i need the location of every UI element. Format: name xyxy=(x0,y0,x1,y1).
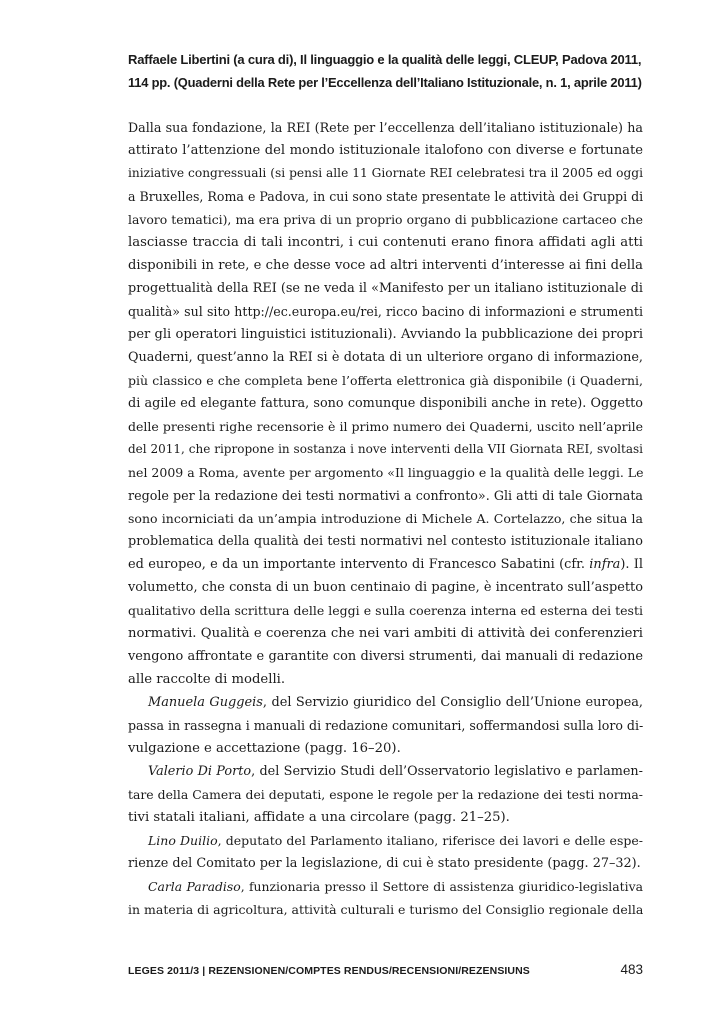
text-line xyxy=(128,530,643,553)
line-text: volumetto, che consta di un buon centinaio di pagine, è incentrato sull’aspetto xyxy=(128,580,643,595)
line-text: progettualità della REI (se ne veda il «Manifesto per un italiano istituzionale di xyxy=(128,281,643,296)
heading-line: Raffaele Libertini (a cura di), Il linguaggio e la qualità delle leggi, CLEUP, Padova 2011, xyxy=(128,52,642,67)
line-text: normativi. Qualità e coerenza che nei vari ambiti di attività dei conferenzieri xyxy=(128,626,643,641)
text-line xyxy=(128,691,643,714)
text-line xyxy=(128,852,643,875)
text-line xyxy=(128,599,643,622)
line-text: tare della Camera dei deputati, espone le regole per la redazione dei testi norma- xyxy=(128,787,643,802)
line-text: Dalla sua fondazione, la REI (Rete per l’eccellenza dell’italiano istituzionale) ha xyxy=(128,120,643,135)
text-line xyxy=(128,484,643,507)
text-line xyxy=(128,392,643,415)
italic-text: Lino Duilio xyxy=(148,833,218,848)
line-text: passa in rassegna i manuali di redazione comunitari, soffermandosi sulla loro di- xyxy=(128,718,643,733)
line-text: ed europeo, e da un importante intervento di Francesco Sabatini (cfr. xyxy=(128,557,590,572)
line-text: lavoro tematici), ma era priva di un proprio organo di pubblicazione cartaceo che xyxy=(128,212,643,227)
text-line xyxy=(128,254,643,277)
line-text: ). Il xyxy=(620,557,643,572)
page-number: 483 xyxy=(620,962,643,977)
italic-text: Valerio Di Porto xyxy=(148,764,252,779)
line-text: di agile ed elegante fattura, sono comunque disponibili anche in rete). Oggetto xyxy=(128,396,643,411)
italic-text: Manuela Guggeis xyxy=(148,695,263,710)
text-line xyxy=(128,829,643,852)
line-text: vulgazione e accettazione (pagg. 16–20). xyxy=(128,741,401,756)
text-line xyxy=(128,668,643,691)
line-text: , funzionaria presso il Settore di assistenza giuridico-legislativa xyxy=(240,879,643,894)
heading-line: 114 pp. (Quaderni della Rete per l’Eccellenza dell’Italiano Istituzionale, n. 1, aprile 2011) xyxy=(128,75,642,90)
line-text: attirato l’attenzione del mondo istituzionale italofono con diverse e fortunate xyxy=(128,143,643,158)
line-text: lasciasse traccia di tali incontri, i cui contenuti erano finora affidati agli atti xyxy=(128,235,643,250)
line-text: a Bruxelles, Roma e Padova, in cui sono state presentate le attività dei Gruppi di xyxy=(128,189,643,204)
line-text: alle raccolte di modelli. xyxy=(128,672,286,687)
text-line xyxy=(128,576,643,599)
line-text: per gli operatori linguistici istituzionali). Avviando la pubblicazione dei propri xyxy=(128,327,643,342)
text-line xyxy=(128,162,643,185)
review-body-text xyxy=(128,116,643,921)
text-line xyxy=(128,806,643,829)
line-text: regole per la redazione dei testi normativi a confronto». Gli atti di tale Giornata xyxy=(128,488,643,503)
line-text: , deputato del Parlamento italiano, riferisce dei lavori e delle espe- xyxy=(217,833,643,848)
text-line xyxy=(128,185,643,208)
text-line xyxy=(128,277,643,300)
line-text: qualità» sul sito http://ec.europa.eu/rei, ricco bacino di informazioni e strumenti xyxy=(128,304,643,319)
line-text: rienze del Comitato per la legislazione, di cui è stato presidente (pagg. 27–32). xyxy=(128,856,641,871)
text-line xyxy=(128,300,643,323)
text-line xyxy=(128,622,643,645)
text-line xyxy=(128,323,643,346)
italic-text: Carla Paradiso xyxy=(148,879,241,894)
text-line xyxy=(128,369,643,392)
line-text: problematica della qualità dei testi normativi nel contesto istituzionale italiano xyxy=(128,534,643,549)
line-text: del 2011, che ripropone in sostanza i nove interventi della VII Giornata REI, svoltasi xyxy=(128,442,643,456)
text-line xyxy=(128,737,643,760)
text-line xyxy=(128,507,643,530)
line-text: sono incorniciati da un’ampia introduzione di Michele A. Cortelazzo, che situa la xyxy=(128,511,643,526)
line-text: iniziative congressuali (si pensi alle 11 Giornate REI celebratesi tra il 2005 ed oggi xyxy=(128,166,643,180)
text-line xyxy=(128,116,643,139)
line-text: nel 2009 a Roma, avente per argomento «Il linguaggio e la qualità delle leggi. Le xyxy=(128,465,643,480)
line-text: in materia di agricoltura, attività culturali e turismo del Consiglio regionale della xyxy=(128,902,643,917)
text-line xyxy=(128,231,643,254)
page-footer xyxy=(128,962,643,982)
line-text: tivi statali italiani, affidate a una circolare (pagg. 21–25). xyxy=(128,810,510,825)
text-line xyxy=(128,760,643,783)
text-line xyxy=(128,714,643,737)
line-text: vengono affrontate e garantite con diversi strumenti, dai manuali di redazione xyxy=(128,649,643,664)
text-line xyxy=(128,346,643,369)
text-line xyxy=(128,415,643,438)
text-line xyxy=(128,461,643,484)
review-heading xyxy=(128,48,643,94)
line-text: Quaderni, quest’anno la REI si è dotata di un ulteriore organo di informazione, xyxy=(128,350,643,365)
italic-text: infra xyxy=(589,557,621,572)
journal-section-label: LEGES 2011/3 | REZENSIONEN/COMPTES RENDUS/RECENSIONI/REZENSIUNS xyxy=(128,965,530,977)
line-text: , del Servizio giuridico del Consiglio dell’Unione europea, xyxy=(262,695,643,710)
text-line xyxy=(128,898,643,921)
text-line xyxy=(128,208,643,231)
text-line xyxy=(128,783,643,806)
text-line xyxy=(128,553,643,576)
line-text: più classico e che completa bene l’offerta elettronica già disponibile (i Quaderni, xyxy=(128,373,643,388)
text-line xyxy=(128,645,643,668)
line-text: , del Servizio Studi dell’Osservatorio legislativo e parlamen- xyxy=(251,764,643,779)
line-text: delle presenti righe recensorie è il primo numero dei Quaderni, uscito nell’aprile xyxy=(128,419,643,434)
text-line xyxy=(128,438,643,461)
line-text: qualitativo della scrittura delle leggi e sulla coerenza interna ed esterna dei testi xyxy=(128,603,643,618)
text-line xyxy=(128,875,643,898)
line-text: disponibili in rete, e che desse voce ad altri interventi d’interesse ai fini della xyxy=(128,258,643,273)
text-line xyxy=(128,139,643,162)
